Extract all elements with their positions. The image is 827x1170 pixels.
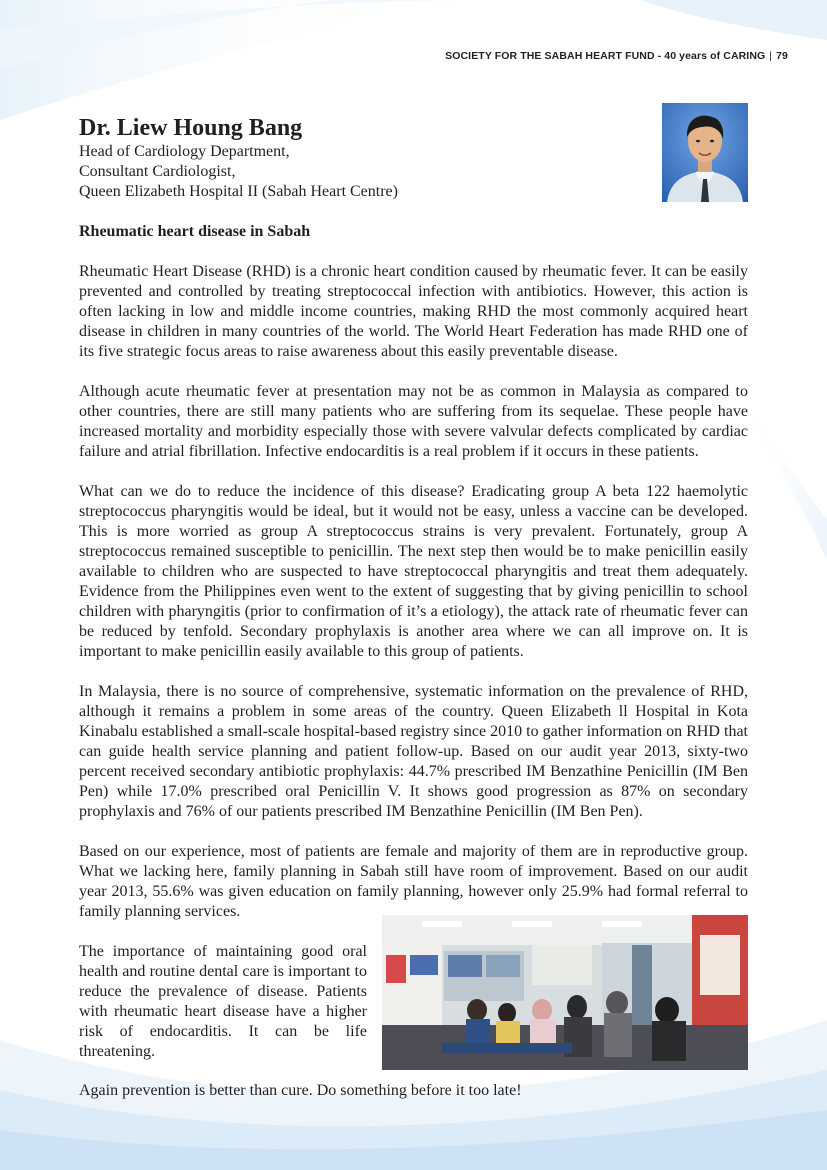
paragraph: The importance of maintaining good oral health and routine dental care is important to reduce the prevalence of disease. Patients with rheumatic heart disease have a higher risk of endocarditis. It can be life threatening. bbox=[79, 943, 367, 1060]
author-role-3: Queen Elizabeth Hospital II (Sabah Heart Centre) bbox=[79, 183, 398, 200]
paragraph: Based on our experience, most of patients are female and majority of them are in reproductive group. What we lacking here, family planning in Sabah still have room of improvement. Based on our audit year 2013, 55.6% was given education on family planning, however only 25.9% had formal referral to family planning services. bbox=[79, 843, 748, 920]
article-title: Rheumatic heart disease in Sabah bbox=[79, 223, 311, 240]
publication-title: SOCIETY FOR THE SABAH HEART FUND - 40 years of CARING bbox=[445, 50, 766, 62]
author-block bbox=[79, 114, 639, 202]
author-role-1: Head of Cardiology Department, bbox=[79, 143, 290, 160]
paragraph: Rheumatic Heart Disease (RHD) is a chronic heart condition caused by rheumatic fever. It can be easily prevented and controlled by treating streptococcal infection with antibiotics. However, this action is often lacking in low and middle income countries, making RHD the most commonly acquired heart disease in children in many countries of the world. The World Heart Federation has made RHD one of its five strategic focus areas to raise awareness about this easily preventable disease. bbox=[79, 263, 748, 360]
paragraph: In Malaysia, there is no source of comprehensive, systematic information on the prevalence of RHD, although it remains a problem in some areas of the country. Queen Elizabeth ll Hospital in Kota Kinabalu established a small-scale hospital-based registry since 2010 to gather information on RHD that can guide health service planning and patient follow-up. Based on our audit year 2013, sixty-two percent received secondary antibiotic prophylaxis: 44.7% prescribed IM Benzathine Penicillin (IM Ben Pen) while 17.0% prescribed oral Penicillin V. It shows good progression as 87% on secondary prophylaxis and 76% of our patients prescribed IM Benzathine Penicillin (IM Ben Pen). bbox=[79, 683, 748, 820]
page-number: 79 bbox=[776, 50, 788, 62]
author-name: Dr. Liew Houng Bang bbox=[79, 115, 303, 141]
paragraph: What can we do to reduce the incidence of this disease? Eradicating group A beta 122 haemolytic streptococcus pharyngitis would be ideal, but it would not be easy, unless a vaccine can be developed. This is more worried as group A streptococcus strains is very prevalent. Fortunately, group A streptococcus remained susceptible to penicillin. The next step then would be to make penicillin easily available to children who are suspected to have streptococcal pharyngitis and treat them adequately. Evidence from the Philippines even went to the extent of suggesting that by giving penicillin to school children with pharyngitis (prior to confirmation of it’s a etiology), the attack rate of rheumatic fever can be reduced by tenfold. Secondary prophylaxis is another area where we can all improve on. It is important to make penicillin easily available to this group of patients. bbox=[79, 483, 748, 660]
header-separator: | bbox=[769, 50, 773, 62]
author-role-2: Consultant Cardiologist, bbox=[79, 163, 236, 180]
author-portrait bbox=[662, 103, 748, 202]
running-header bbox=[445, 50, 788, 62]
paragraph: Although acute rheumatic fever at presentation may not be as common in Malaysia as compared to other countries, there are still many patients who are suffering from its sequelae. These people have increased mortality and morbidity especially those with severe valvular defects complicated by cardiac failure and atrial fibrillation. Infective endocarditis is a real problem if it occurs in these patients. bbox=[79, 383, 748, 460]
closing-line: Again prevention is better than cure. Do something before it too late! bbox=[79, 1082, 522, 1099]
clinic-waiting-room-photo bbox=[382, 915, 748, 1070]
